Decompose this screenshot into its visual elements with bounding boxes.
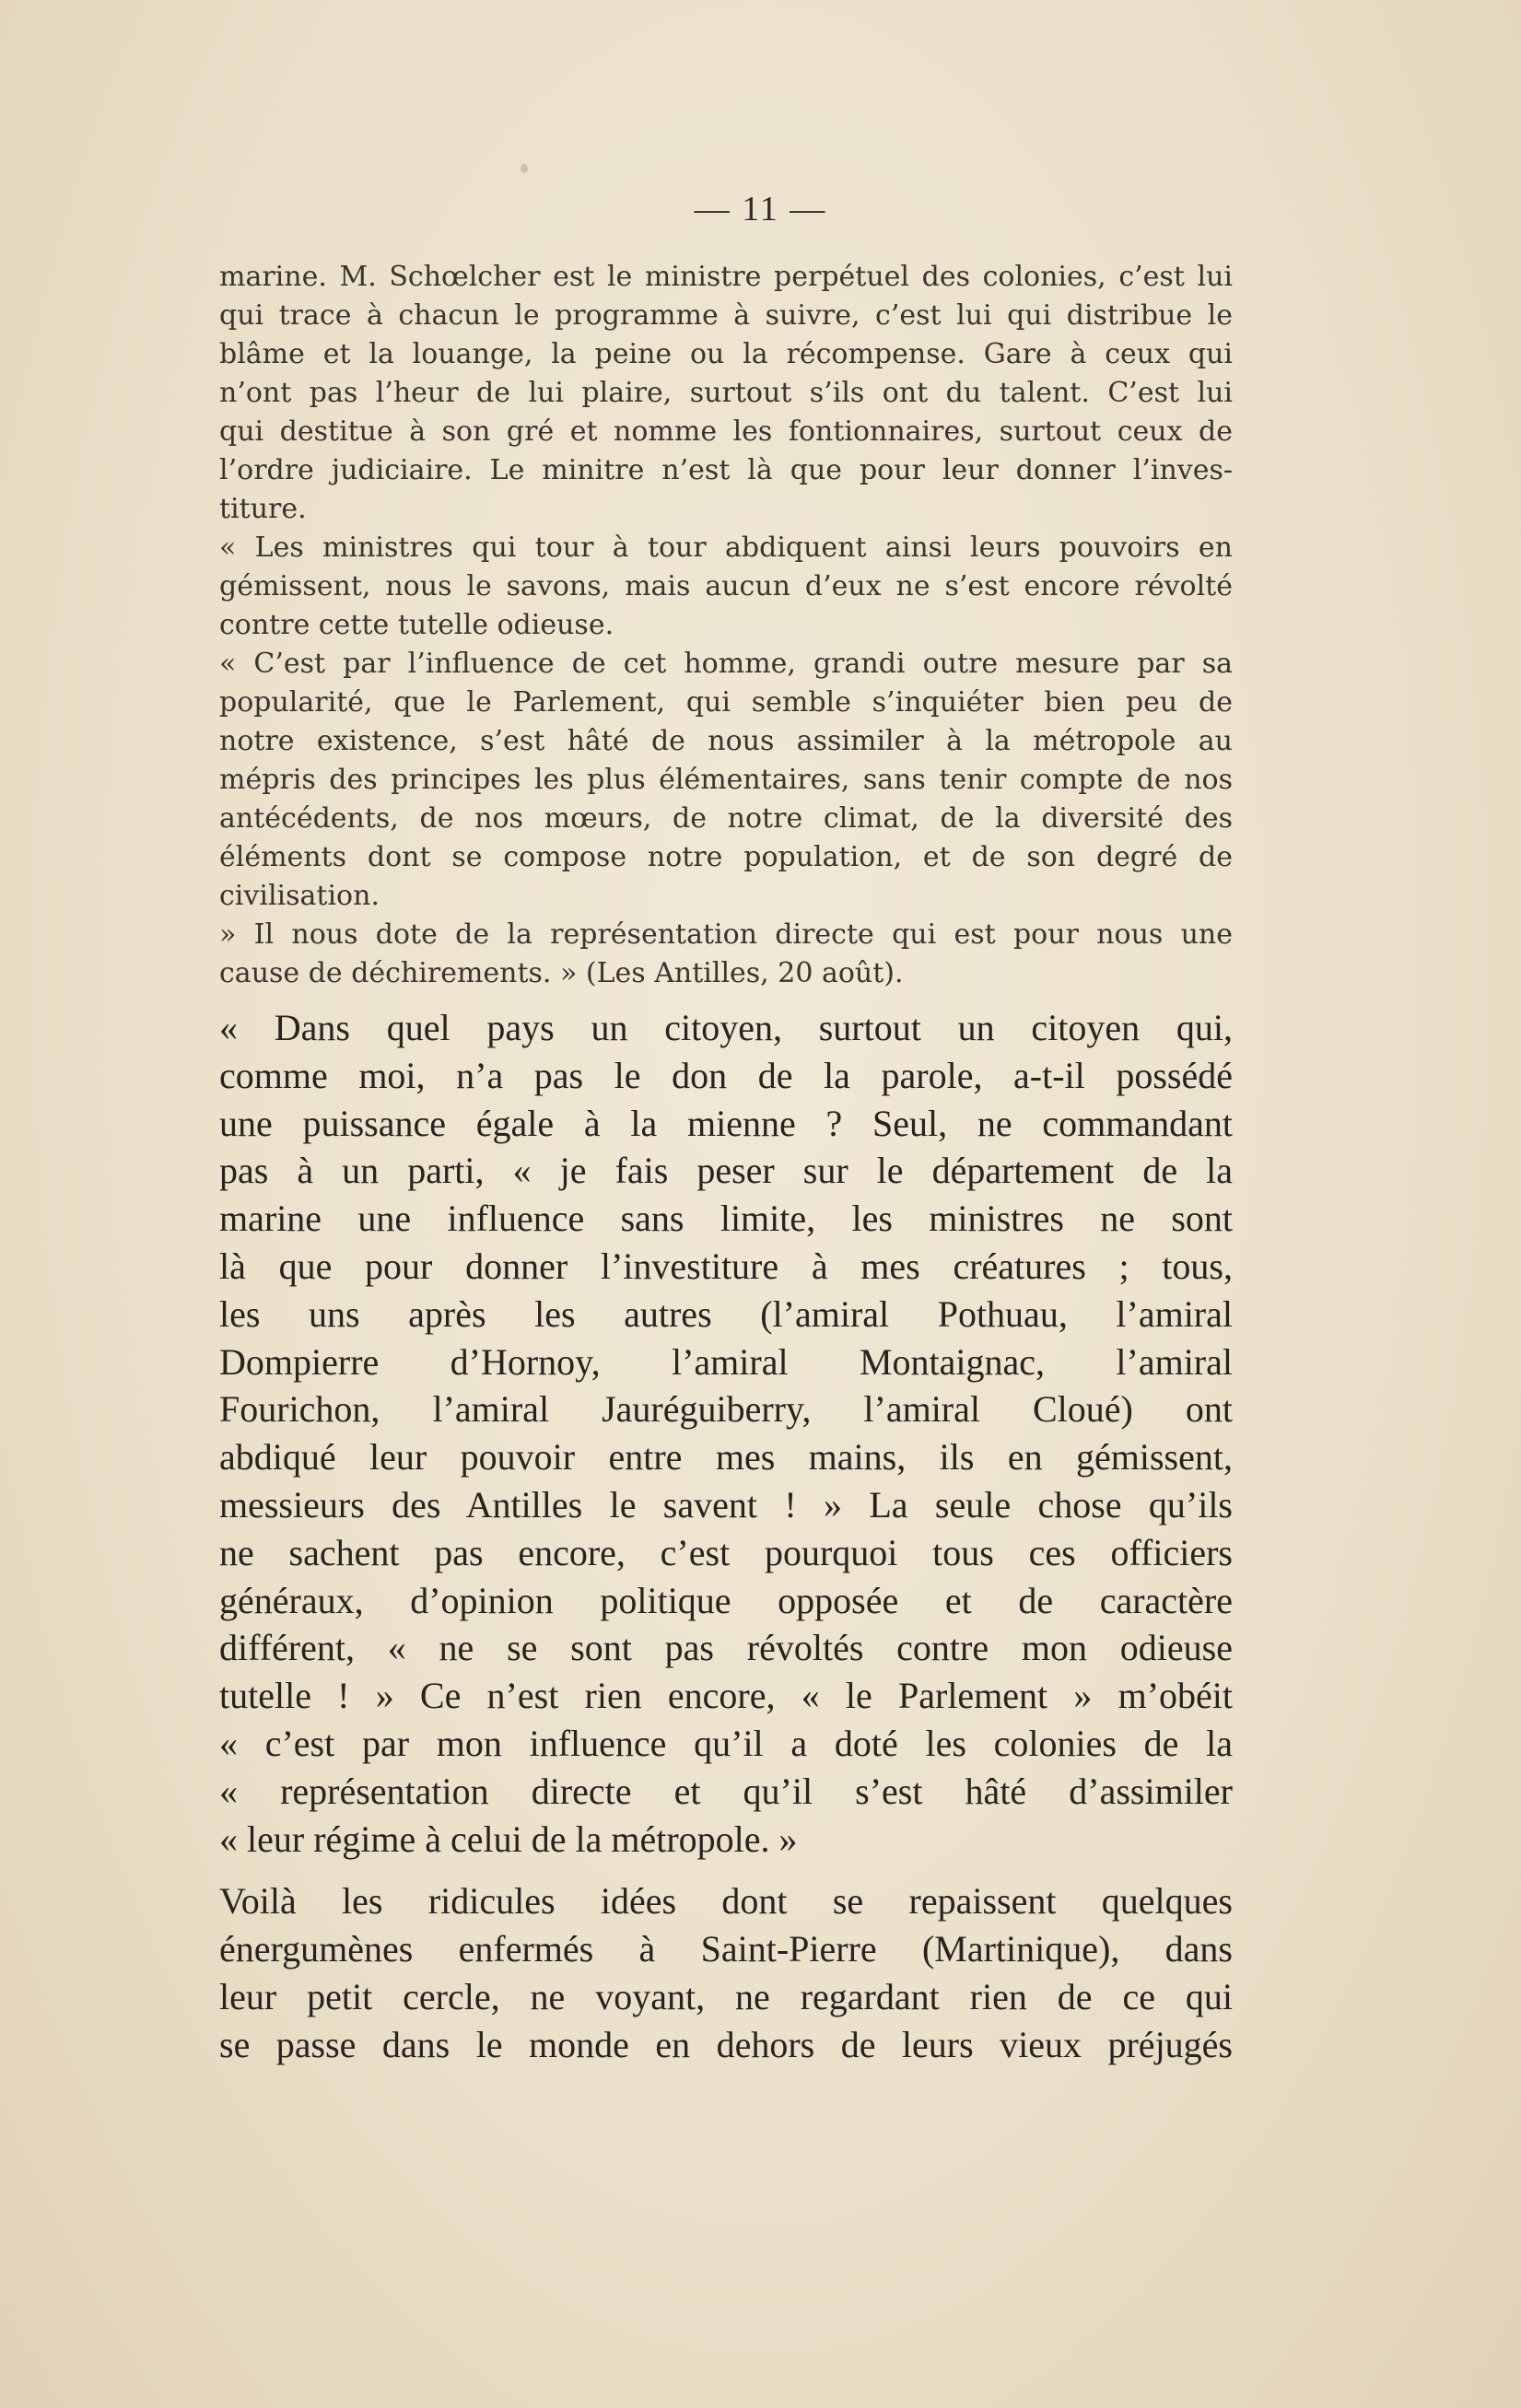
quote-line: popularité, que le Parlement, qui semble s’inquiéter bien peu de [219, 686, 1233, 719]
quote-line: qui destitue à son gré et nomme les fontionnaires, surtout ceux de [219, 415, 1233, 448]
main-text [219, 1004, 1233, 2069]
main-line: « Dans quel pays un citoyen, surtout un citoyen qui, [219, 1007, 1233, 1048]
paper-blemish [521, 164, 528, 173]
quote-line: n’ont pas l’heur de lui plaire, surtout s’ils ont du talent. C’est lui [219, 377, 1233, 409]
quote-line: civilisation. [219, 880, 380, 912]
main-line: messieurs des Antilles le savent ! » La seule chose qu’ils [219, 1483, 1233, 1525]
main-line: « c’est par mon influence qu’il a doté les colonies de la [219, 1722, 1233, 1764]
quote-line: titure. [219, 493, 307, 525]
quote-line: contre cette tutelle odieuse. [219, 609, 614, 641]
main-line: différent, « ne se sont pas révoltés contre mon odieuse [219, 1627, 1233, 1669]
main-line: ne sachent pas encore, c’est pourquoi tous ces officiers [219, 1531, 1233, 1573]
main-line: abdiqué leur pouvoir entre mes mains, ils en gémissent, [219, 1436, 1233, 1479]
main-line: « représentation directe et qu’il s’est hâté d’assimiler [219, 1770, 1233, 1812]
main-line: là que pour donner l’investiture à mes créatures ; tous, [219, 1245, 1233, 1287]
main-line: leur petit cercle, ne voyant, ne regardant rien de ce qui [219, 1975, 1233, 2017]
quote-line: blâme et la louange, la peine ou la récompense. Gare à ceux qui [219, 338, 1233, 370]
main-line: Dompierre d’Hornoy, l’amiral Montaignac, l’amiral [219, 1340, 1233, 1383]
quote-line: l’ordre judiciaire. Le minitre n’est là que pour leur donner l’inves- [219, 454, 1233, 486]
quote-line: antécédents, de nos mœurs, de notre climat, de la diversité des [219, 802, 1233, 835]
main-line: marine une influence sans limite, les ministres ne sont [219, 1198, 1233, 1240]
main-line: « leur régime à celui de la métropole. » [219, 1818, 798, 1860]
quote-line: marine. M. Schœlcher est le ministre perpétuel des colonies, c’est lui [219, 261, 1233, 293]
main-line: se passe dans le monde en dehors de leurs vieux préjugés [219, 2023, 1233, 2065]
main-line: les uns après les autres (l’amiral Pothuau, l’amiral [219, 1292, 1233, 1335]
quote-line: cause de déchirements. » (Les Antilles, 20 août). [219, 957, 904, 989]
main-paragraph-1 [219, 1004, 1233, 1863]
quote-line: mépris des principes les plus élémentaires, sans tenir compte de nos [219, 764, 1233, 796]
quoted-passage [219, 258, 1233, 993]
main-line: généraux, d’opinion politique opposée et de caractère [219, 1579, 1233, 1621]
quote-line: « Les ministres qui tour à tour abdiquent ainsi leurs pouvoirs en [219, 532, 1233, 564]
quote-line: » Il nous dote de la représentation directe qui est pour nous une [219, 918, 1233, 951]
main-line: Voilà les ridicules idées dont se repaissent quelques [219, 1880, 1233, 1923]
main-line: Fourichon, l’amiral Jauréguiberry, l’amiral Cloué) ont [219, 1388, 1233, 1431]
quote-line: gémissent, nous le savons, mais aucun d’eux ne s’est encore révolté [219, 570, 1233, 602]
quote-line: qui trace à chacun le programme à suivre, c’est lui qui distribue le [219, 299, 1233, 332]
main-line: comme moi, n’a pas le don de la parole, a-t-il possédé [219, 1054, 1233, 1096]
quote-line: notre existence, s’est hâté de nous assimiler à la métropole au [219, 725, 1233, 757]
main-line: pas à un parti, « je fais peser sur le département de la [219, 1150, 1233, 1192]
main-line: énergumènes enfermés à Saint-Pierre (Martinique), dans [219, 1928, 1233, 1970]
quote-line: « C’est par l’influence de cet homme, grandi outre mesure par sa [219, 648, 1233, 680]
main-line: une puissance égale à la mienne ? Seul, ne commandant [219, 1102, 1233, 1144]
main-line: tutelle ! » Ce n’est rien encore, « le Parlement » m’obéit [219, 1675, 1233, 1717]
page-number: — 11 — [694, 190, 827, 228]
main-paragraph-2 [219, 1877, 1233, 2068]
paragraph-gap [219, 1863, 1233, 1877]
quote-line: éléments dont se compose notre population, et de son degré de [219, 841, 1233, 873]
